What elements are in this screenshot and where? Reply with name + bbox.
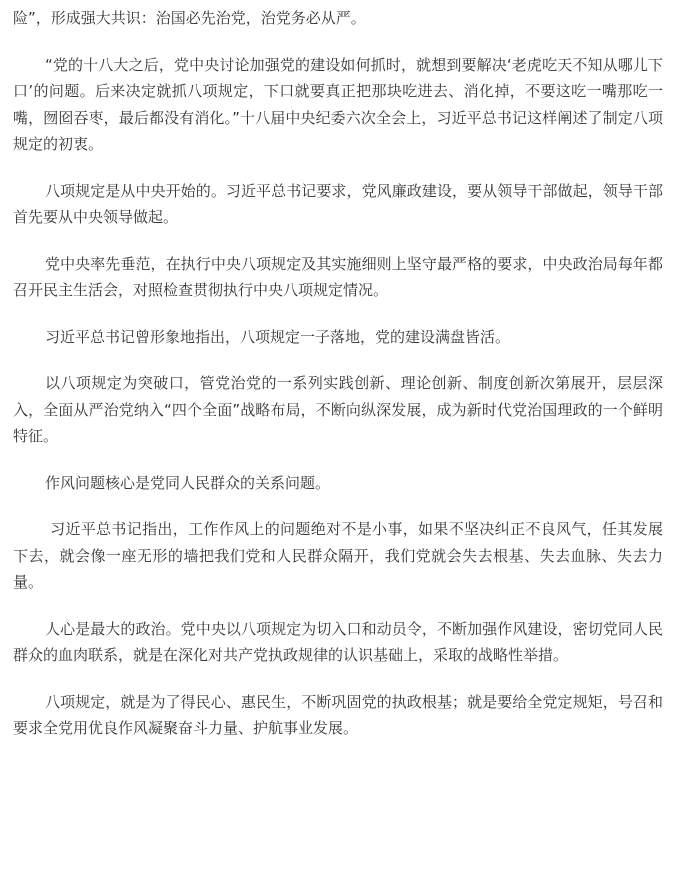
paragraph-8: 习近平总书记指出，工作作风上的问题绝对不是小事，如果不坚决纠正不良风气，任其发展下去，就会像一座无形的墙把我们党和人民群众隔开，我们党就会失去根基、失去血脉、失去力量。 — [13, 520, 663, 591]
paragraph-2: “党的十八大之后，党中央讨论加强党的建设如何抓时，就想到要解决‘老虎吃天不知从哪儿下口’的问题。后来决定就抓八项规定，下口就要真正把那块吃进去、消化掉，不要这吃一嘴那吃一嘴，囫囵吞枣，最后都没有消化。”十八届中央纪委六次全会上，习近平总书记这样阐述了制定八项规定的初衷。 — [13, 55, 663, 153]
paragraph-1: 险”，形成强大共识：治国必先治党，治党务必从严。 — [13, 9, 366, 27]
paragraph-3: 八项规定是从中央开始的。习近平总书记要求，党风廉政建设，要从领导干部做起，领导干部首先要从中央领导做起。 — [13, 181, 663, 226]
paragraph-4: 党中央率先垂范，在执行中央八项规定及其实施细则上坚守最严格的要求，中央政治局每年都召开民主生活会，对照检查贯彻执行中央八项规定情况。 — [13, 254, 663, 299]
paragraph-10: 八项规定，就是为了得民心、惠民生，不断巩固党的执政根基；就是要给全党定规矩，号召和要求全党用优良作风凝聚奋斗力量、护航事业发展。 — [13, 692, 663, 737]
paragraph-7: 作风问题核心是党同人民群众的关系问题。 — [45, 473, 331, 492]
article-body — [13, 0, 663, 742]
paragraph-9: 人心是最大的政治。党中央以八项规定为切入口和动员令，不断加强作风建设，密切党同人民群众的血肉联系，就是在深化对共产党执政规律的认识基础上，采取的战略性举措。 — [13, 619, 663, 664]
paragraph-5: 习近平总书记曾形象地指出，八项规定一子落地，党的建设满盘皆活。 — [45, 327, 511, 346]
paragraph-6: 以八项规定为突破口，管党治党的一系列实践创新、理论创新、制度创新次第展开，层层深入，全面从严治党纳入“四个全面”战略布局，不断向纵深发展，成为新时代党治国理政的一个鲜明特征。 — [13, 374, 663, 445]
